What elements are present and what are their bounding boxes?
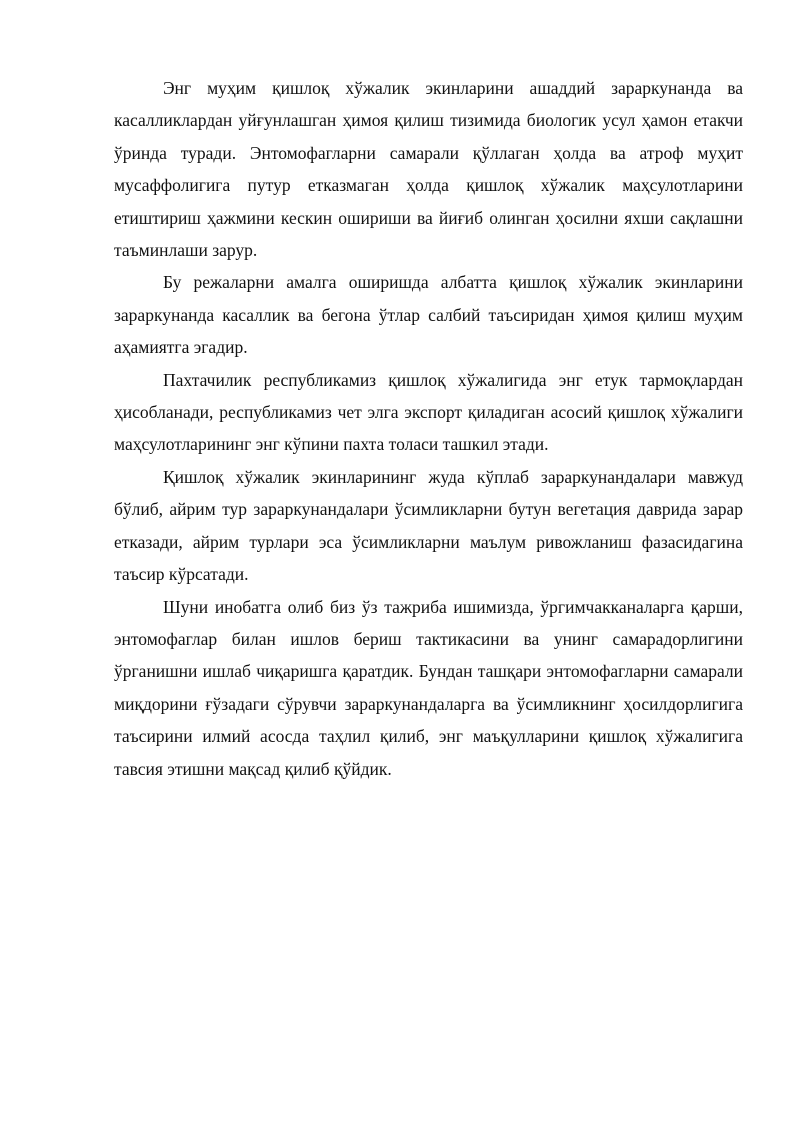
paragraph-5: Шуни инобатга олиб биз ўз тажриба ишимизда, ўргимчакканаларга қарши, энтомофаглар билан ишлов бериш тактикасини ва унинг самарадорлигини ўрганишни ишлаб чиқаришга қаратдик. Бундан ташқари энтомофагларни самарали миқдорини ғўзадаги сўрувчи зараркунандаларга ва ўсимликнинг ҳосилдорлигига таъсирини илмий асосда таҳлил қилиб, энг маъқулларини қишлоқ хўжалигига тавсия этишни мақсад қилиб қўйдик. xyxy=(114,596,743,779)
paragraph-3: Пахтачилик республикамиз қишлоқ хўжалигида энг етук тармоқлардан ҳисобланади, республикамиз чет элга экспорт қиладиган асосий қишлоқ хўжалиги маҳсулотларининг энг кўпини пахта толаси ташкил этади. xyxy=(114,369,743,455)
paragraph-4: Қишлоқ хўжалик экинларининг жуда кўплаб зараркунандалари мавжуд бўлиб, айрим тур зараркунандалари ўсимликларни бутун вегетация даврида зарар етказади, айрим турлари эса ўсимликларни маълум ривожланиш фазасидагина таъсир кўрсатади. xyxy=(114,466,743,585)
paragraph-2: Бу режаларни амалга оширишда албатта қишлоқ хўжалик экинларини зараркунанда касаллик ва бегона ўтлар салбий таъсиридан ҳимоя қилиш муҳим аҳамиятга эгадир. xyxy=(114,272,743,358)
document-body xyxy=(114,72,743,785)
paragraph-1: Энг муҳим қишлоқ хўжалик экинларини ашаддий зараркунанда ва касалликлардан уйғунлашган ҳимоя қилиш тизимида биологик усул ҳамон етакчи ўринда туради. Энтомофагларни самарали қўллаган ҳолда ва атроф муҳит мусаффолигига путур етказмаган ҳолда қишлоқ хўжалик маҳсулотларини етиштириш ҳажмини кескин ошириши ва йиғиб олинган ҳосилни яхши сақлашни таъминлаши зарур. xyxy=(114,78,743,261)
